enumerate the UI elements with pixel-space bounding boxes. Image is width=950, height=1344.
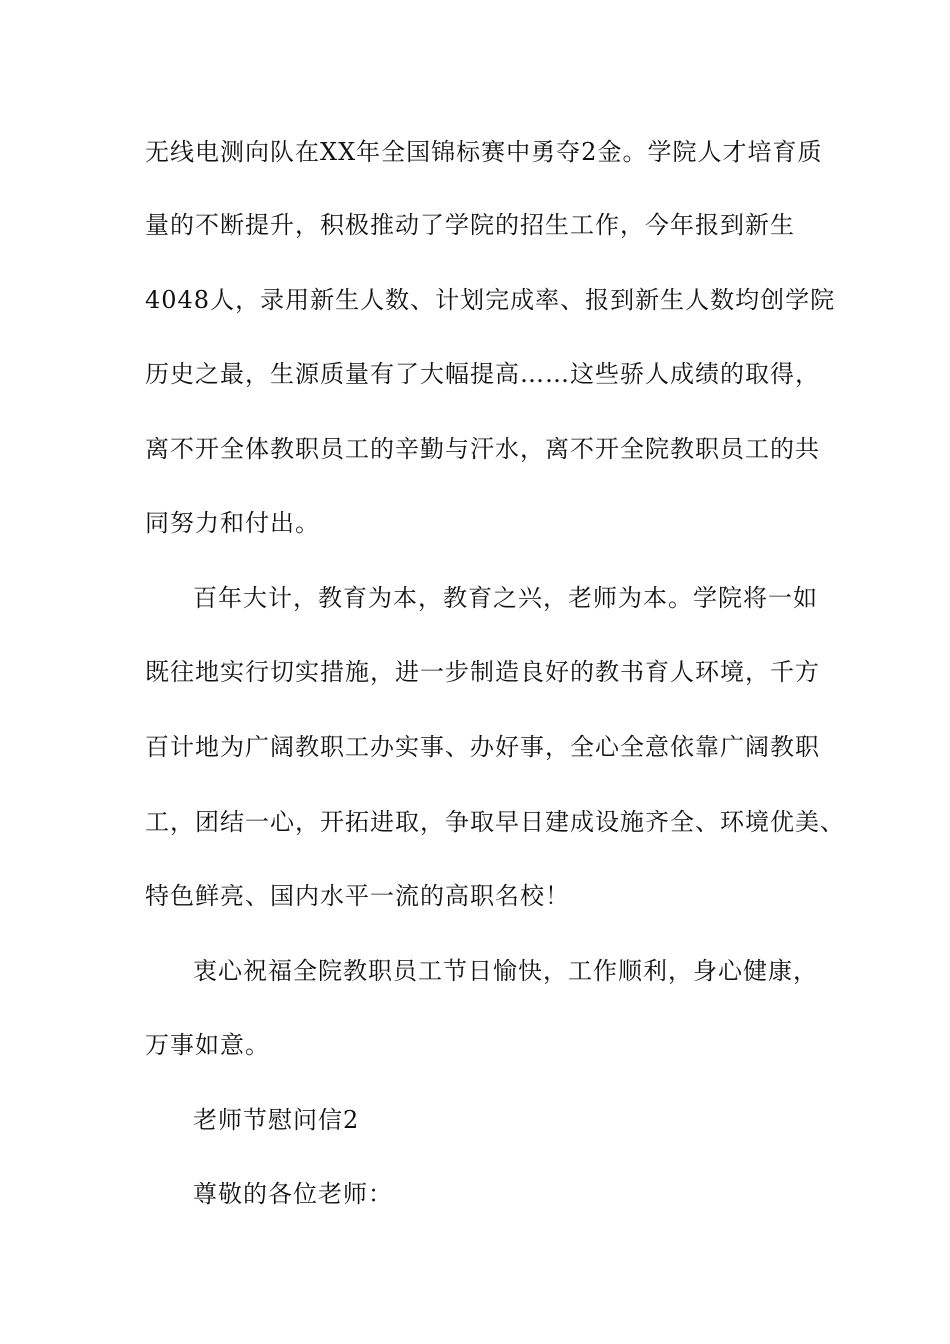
paragraph-line: 百计地为广阔教职工办实事、办好事，全心全意依靠广阔教职	[145, 733, 820, 761]
paragraph-line: 无线电测向队在XX年全国锦标赛中勇夺2金。学院人才培育质	[145, 138, 823, 166]
paragraph-line: 历史之最，生源质量有了大幅提高……这些骄人成绩的取得，	[145, 360, 820, 388]
paragraph-line: 同努力和付出。	[145, 509, 320, 537]
paragraph-line: 量的不断提升，积极推动了学院的招生工作，今年报到新生	[145, 211, 795, 239]
paragraph-line: 衷心祝福全院教职员工节日愉快，工作顺利，身心健康，	[193, 957, 818, 985]
paragraph-line: 离不开全体教职员工的辛勤与汗水，离不开全院教职员工的共	[145, 435, 820, 463]
paragraph-line: 既往地实行切实措施，进一步制造良好的教书育人环境，千方	[145, 658, 820, 686]
section-title: 老师节慰问信2	[193, 1106, 360, 1134]
paragraph-line: 工，团结一心，开拓进取，争取早日建成设施齐全、环境优美、	[145, 808, 845, 836]
paragraph-line: 特色鲜亮、国内水平一流的高职名校！	[145, 882, 570, 910]
salutation: 尊敬的各位老师：	[193, 1180, 393, 1208]
paragraph-line: 4048人，录用新生人数、计划完成率、报到新生人数均创学院	[145, 286, 836, 314]
paragraph-line: 万事如意。	[145, 1031, 270, 1059]
paragraph-line: 百年大计，教育为本，教育之兴，老师为本。学院将一如	[193, 584, 818, 612]
